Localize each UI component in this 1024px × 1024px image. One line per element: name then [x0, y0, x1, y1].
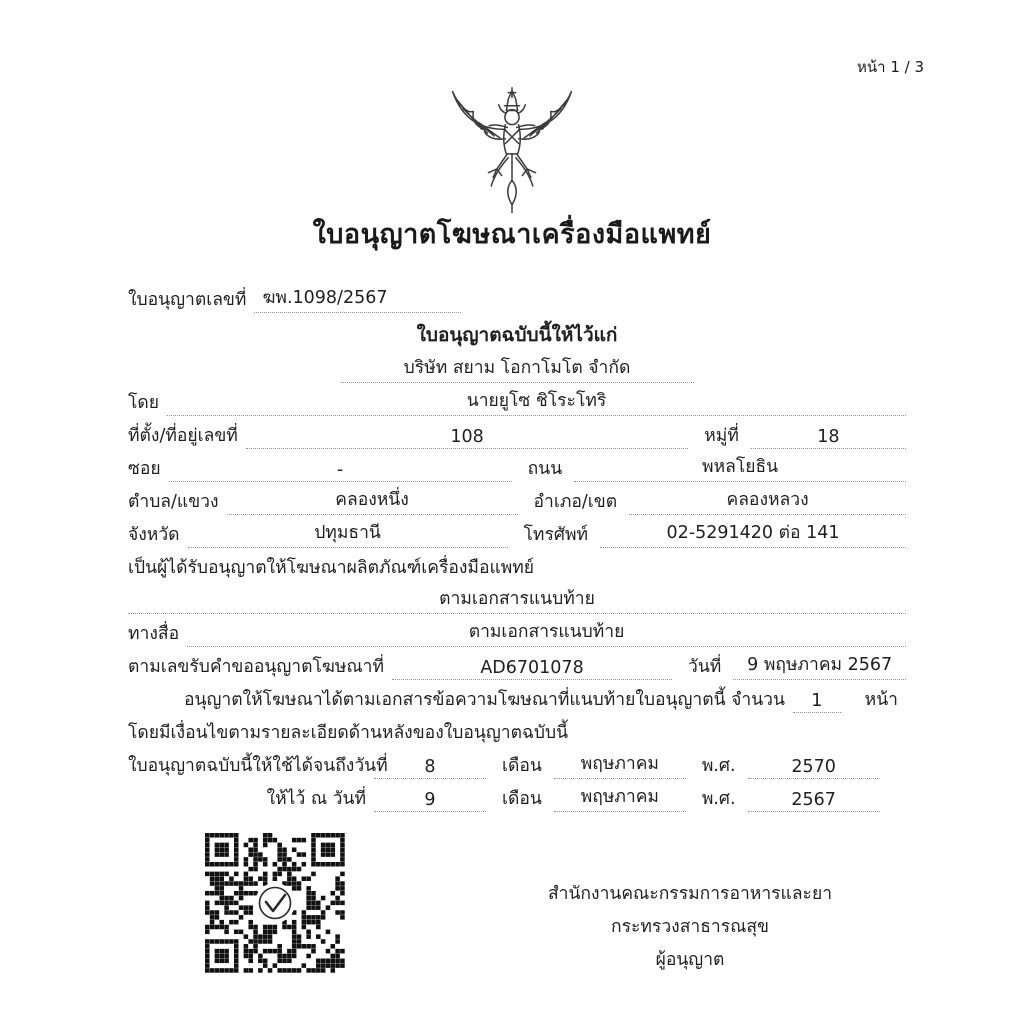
road-value: พหลโยธิน: [574, 452, 906, 482]
by-label: โดย: [128, 393, 160, 413]
application-label: ตามเลขรับคำขออนุญาตโฆษณาที่: [128, 657, 385, 677]
valid-until-month-value: พฤษภาคม: [554, 749, 686, 779]
application-date-label: วันที่: [688, 657, 722, 677]
by-row: [128, 383, 906, 416]
address-row: [128, 416, 906, 449]
company-name-value: บริษัท สยาม โอกาโมโต จำกัด: [341, 353, 694, 383]
signer-title: ผู้อนุญาต: [655, 950, 725, 970]
permission-statement: อนุญาตให้โฆษณาได้ตามเอกสารข้อความโฆษณาที่แนบท้ายใบอนุญาตนี้ จำนวน: [184, 690, 785, 710]
valid-until-year-value: 2570: [748, 753, 880, 779]
era-label-1: พ.ศ.: [701, 756, 736, 776]
district-value: คลองหลวง: [629, 485, 906, 515]
moo-label: หมู่ที่: [704, 426, 739, 446]
pages-count-value: 1: [793, 687, 841, 713]
ministry-name: กระทรวงสาธารณสุข: [611, 917, 769, 937]
valid-until-row: [128, 746, 906, 779]
subdistrict-value: คลองหนึ่ง: [227, 485, 518, 515]
application-no-value: AD6701078: [392, 654, 672, 680]
month-label-2: เดือน: [502, 789, 542, 809]
subdistrict-label: ตำบล/แขวง: [128, 492, 219, 512]
document-title: ใบอนุญาตโฆษณาเครื่องมือแพทย์: [312, 219, 712, 250]
soi-label: ซอย: [128, 459, 161, 479]
valid-until-day-value: 8: [374, 753, 486, 779]
issued-year-value: 2567: [748, 786, 880, 812]
license-form: [128, 280, 906, 812]
garuda-emblem-icon: [422, 86, 602, 218]
license-number-value: ฆพ.1098/2567: [254, 283, 461, 313]
address-label: ที่ตั้ง/ที่อยู่เลขที่: [128, 426, 238, 446]
month-label-1: เดือน: [502, 756, 542, 776]
media-value: ตามเอกสารแนบท้าย: [187, 617, 906, 647]
qr-code: [205, 833, 345, 973]
issued-on-row: [128, 779, 906, 812]
province-phone-row: [128, 515, 906, 548]
pages-unit-label: หน้า: [864, 690, 898, 710]
era-label-2: พ.ศ.: [701, 789, 736, 809]
province-label: จังหวัด: [128, 525, 180, 545]
subdistrict-district-row: [128, 482, 906, 515]
application-row: [128, 647, 906, 680]
issued-day-value: 9: [374, 786, 486, 812]
soi-value: -: [169, 456, 512, 482]
media-label: ทางสื่อ: [128, 624, 180, 644]
province-value: ปทุมธานี: [188, 518, 508, 548]
organization-name: สำนักงานคณะกรรมการอาหารและยา: [547, 884, 833, 904]
company-row: [128, 353, 906, 383]
license-number-label: ใบอนุญาตเลขที่: [128, 290, 247, 310]
issued-month-value: พฤษภาคม: [554, 782, 686, 812]
phone-label: โทรศัพท์: [523, 525, 589, 545]
district-label: อำเภอ/เขต: [533, 492, 618, 512]
grant-statement: เป็นผู้ได้รับอนุญาตให้โฆษณาผลิตภัณฑ์เครื่องมือแพทย์: [128, 558, 535, 578]
product-value: ตามเอกสารแนบท้าย: [128, 584, 906, 614]
page-number: หน้า 1 / 3: [856, 58, 924, 76]
issued-to-heading: ใบอนุญาตฉบับนี้ให้ไว้แก่: [416, 324, 618, 346]
product-row: [128, 581, 906, 614]
address-no-value: 108: [246, 423, 688, 449]
permission-row: [128, 680, 906, 713]
media-row: [128, 614, 906, 647]
by-name-value: นายยูโซ ชิโระโทริ: [167, 386, 906, 416]
phone-value: 02-5291420 ต่อ 141: [600, 518, 906, 548]
conditions-statement: โดยมีเงื่อนไขตามรายละเอียดด้านหลังของใบอนุญาตฉบับนี้: [128, 723, 569, 743]
issuing-office-block: [505, 878, 875, 977]
application-date-value: 9 พฤษภาคม 2567: [733, 650, 906, 680]
issued-on-label: ให้ไว้ ณ วันที่: [266, 789, 366, 809]
license-number-row: [128, 280, 906, 313]
road-label: ถนน: [527, 459, 563, 479]
soi-road-row: [128, 449, 906, 482]
moo-value: 18: [751, 423, 906, 449]
valid-until-label: ใบอนุญาตฉบับนี้ให้ใช้ได้จนถึงวันที่: [128, 756, 388, 776]
emblem-container: [0, 86, 1024, 218]
